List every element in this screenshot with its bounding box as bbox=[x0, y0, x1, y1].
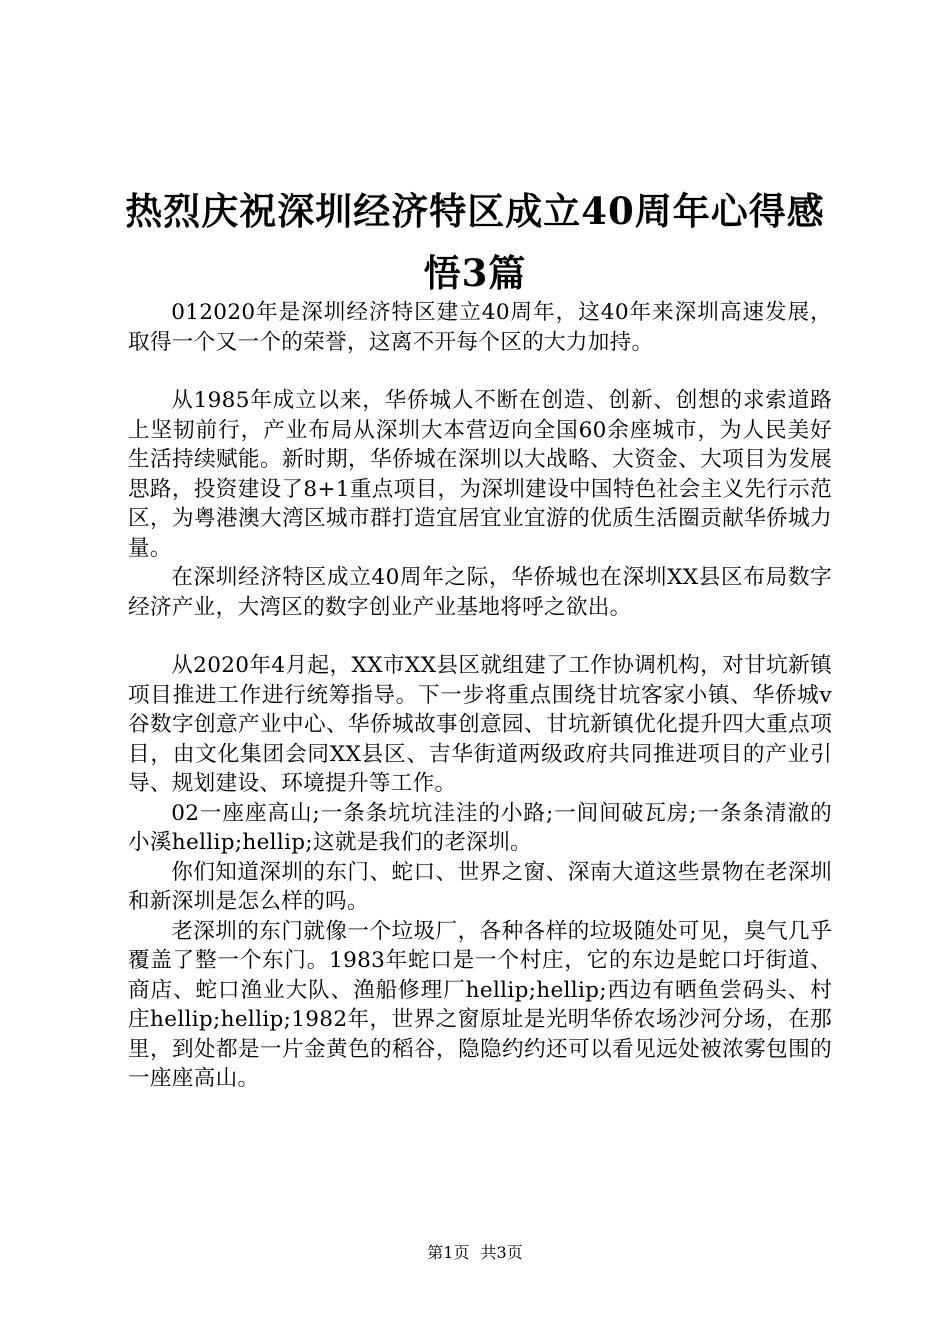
paragraph-1: 012020年是深圳经济特区建立40周年，这40年来深圳高速发展，取得一个又一个的荣誉，这离不开每个区的大力加持。 bbox=[128, 300, 832, 355]
paragraph-6: 你们知道深圳的东门、蛇口、世界之窗、深南大道这些景物在老深圳和新深圳是怎么样的吗。 bbox=[128, 859, 832, 914]
paragraph-3: 在深圳经济特区成立40周年之际，华侨城也在深圳XX县区布局数字经济产业，大湾区的数字创业产业基地将呼之欲出。 bbox=[128, 565, 832, 620]
page-footer bbox=[0, 1243, 950, 1263]
document-body bbox=[128, 298, 832, 1094]
paragraph-spacer bbox=[128, 357, 832, 386]
paragraph-spacer bbox=[128, 622, 832, 651]
paragraph-7: 老深圳的东门就像一个垃圾厂，各种各样的垃圾随处可见，臭气几乎覆盖了整一个东门。1983年蛇口是一个村庄，它的东边是蛇口圩街道、商店、蛇口渔业大队、渔船修理厂hellip;hellip;西边有晒鱼尝码头、村庄hellip;hellip;1982年，世界之窗原址是光明华侨农场沙河分场，在那里，到处都是一片金黄色的稻谷，隐隐约约还可以看见远处被浓雾包围的一座座高山。 bbox=[128, 918, 832, 1091]
page-total: 共3页 bbox=[480, 1243, 523, 1262]
paragraph-4: 从2020年4月起，XX市XX县区就组建了工作协调机构，对甘坑新镇项目推进工作进行统筹指导。下一步将重点围绕甘坑客家小镇、华侨城v谷数字创意产业中心、华侨城故事创意园、甘坑新镇优化提升四大重点项目，由文化集团会同XX县区、吉华街道两级政府共同推进项目的产业引导、规划建设、环境提升等工作。 bbox=[128, 653, 832, 796]
document-title: 热烈庆祝深圳经济特区成立40周年心得感悟3篇 bbox=[125, 189, 825, 295]
paragraph-2: 从1985年成立以来，华侨城人不断在创造、创新、创想的求索道路上坚韧前行，产业布局从深圳大本营迈向全国60余座城市，为人民美好生活持续赋能。新时期，华侨城在深圳以大战略、大资金、大项目为发展思路，投资建设了8+1重点项目，为深圳建设中国特色社会主义先行示范区，为粤港澳大湾区城市群打造宜居宜业宜游的优质生活圈贡献华侨城力量。 bbox=[128, 388, 832, 561]
paragraph-5: 02一座座高山;一条条坑坑洼洼的小路;一间间破瓦房;一条条清澈的小溪hellip;hellip;这就是我们的老深圳。 bbox=[128, 800, 832, 855]
page-number: 第1页 bbox=[427, 1243, 470, 1262]
